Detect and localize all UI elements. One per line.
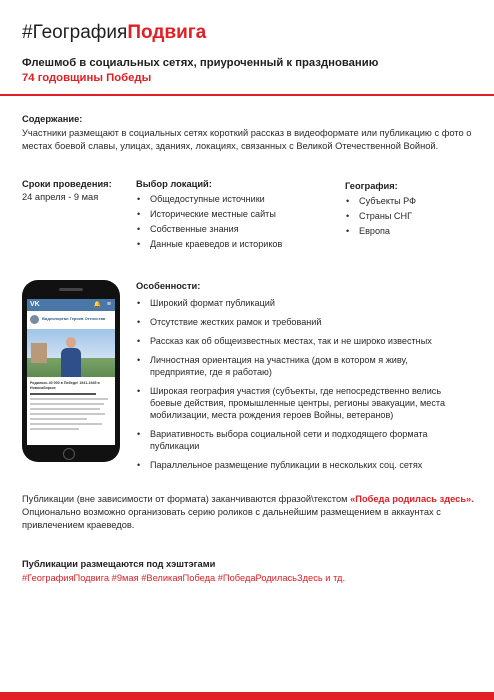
menu-icon: ≡ xyxy=(106,301,111,308)
bell-icon: 🔔 xyxy=(93,302,101,308)
person-figure xyxy=(61,337,81,377)
list-item: • Вариативность выбора социальной сети и подходящего формата публикации xyxy=(136,428,461,452)
title-prefix: #География xyxy=(22,22,128,43)
closing-text-after: Опционально возможно организовать серию роликов с дальнейшим размещением в аккаунтах с привлечением краеведов. xyxy=(22,507,441,530)
geography-label: География: xyxy=(345,181,398,191)
list-item: • Европа xyxy=(345,225,475,237)
post-author: Видеопортал Героев Отечества xyxy=(42,316,106,321)
list-item: • Исторические местные сайты xyxy=(136,208,336,220)
list-item: • Широкий формат публикаций xyxy=(136,297,461,309)
geography-list xyxy=(345,195,475,240)
list-item: • Собственные знания xyxy=(136,223,336,235)
text-line xyxy=(30,403,104,405)
title-accent: Подвига xyxy=(127,22,207,43)
dates-value: 24 апреля - 9 мая xyxy=(22,192,99,202)
list-item: • Субъекты РФ xyxy=(345,195,475,207)
features-list xyxy=(136,297,461,478)
hashtags-label: Публикации размещаются под хэштэгами xyxy=(22,559,216,569)
list-item: • Параллельное размещение публикации в нескольких соц. сетях xyxy=(136,459,461,471)
locations-label: Выбор локаций: xyxy=(136,179,212,189)
text-line xyxy=(30,413,105,415)
dates-label: Сроки проведения: xyxy=(22,179,112,189)
phone-mockup xyxy=(22,280,120,462)
locations-list xyxy=(136,193,336,253)
text-line xyxy=(30,428,79,430)
vk-logo-icon: VK xyxy=(30,301,40,308)
list-item: • Общедоступные источники xyxy=(136,193,336,205)
post-caption: Родились 40 000 в Победе! 1941-1945 в Новосибирске xyxy=(30,381,100,390)
features-label: Особенности: xyxy=(136,281,201,291)
list-item: • Страны СНГ xyxy=(345,210,475,222)
text-line xyxy=(30,398,108,400)
vk-header-bar xyxy=(27,299,115,311)
closing-text-before: Публикации (вне зависимости от формата) заканчиваются фразой\текстом xyxy=(22,494,351,504)
list-item: • Широкая география участия (субъекты, где непосредственно велись боевые действия, промышленные центры, регионы эвакуации, места мобилизации, места рождения героев Войны, ветеранов) xyxy=(136,385,461,421)
text-line xyxy=(30,423,102,425)
page-title xyxy=(22,22,206,44)
list-item: • Данные краеведов и историков xyxy=(136,238,336,250)
person-torso xyxy=(61,348,81,377)
post-photo xyxy=(27,329,115,377)
text-line xyxy=(30,408,100,410)
subtitle-line2: 74 годовщины Победы xyxy=(22,72,152,84)
top-divider xyxy=(0,94,494,96)
post-text-block xyxy=(30,381,112,433)
phone-screen xyxy=(27,299,115,445)
list-item: • Отсутствие жестких рамок и требований xyxy=(136,316,461,328)
hashtags-value: #ГеографияПодвига #9мая #ВеликаяПобеда #ПобедаРодиласьЗдесь и тд. xyxy=(22,573,346,583)
building-shape xyxy=(31,343,47,363)
list-item: • Рассказ как об общеизвестных местах, так и не широко известных xyxy=(136,335,461,347)
list-item: • Личностная ориентация на участника (дом в котором я живу, предприятие, где я работаю) xyxy=(136,354,461,378)
closing-quote: «Победа родилась здесь». xyxy=(350,494,474,504)
text-line xyxy=(30,418,87,420)
avatar xyxy=(30,315,39,324)
closing-paragraph xyxy=(22,493,477,532)
bottom-bar xyxy=(0,692,494,700)
post-header xyxy=(30,315,112,327)
person-head xyxy=(66,337,76,348)
content-text: Участники размещают в социальных сетях короткий рассказ в видеоформате или публикацию с фото о местах боевой славы, улицах, зданиях, локациях, связанных с Великой Отечественной Войной. xyxy=(22,128,472,151)
phone-speaker xyxy=(59,288,83,291)
text-line xyxy=(30,393,96,395)
subtitle-line1: Флешмоб в социальных сетях, приуроченный к празднованию xyxy=(22,57,379,69)
content-label: Содержание: xyxy=(22,114,83,124)
home-button xyxy=(63,448,75,460)
